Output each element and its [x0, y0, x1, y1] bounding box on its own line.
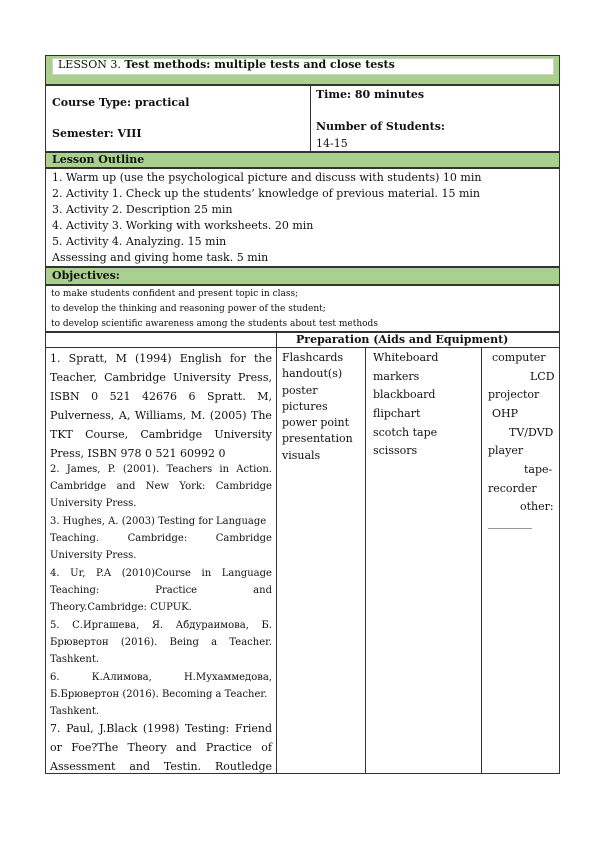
reference-word: 6. — [50, 672, 60, 683]
reference-line — [50, 703, 272, 720]
reference-word: (2010)Course — [121, 568, 191, 579]
course-type: Course Type: practical — [52, 96, 190, 109]
reference-word: Б. — [261, 620, 272, 631]
reference-word: and — [129, 760, 151, 773]
reference-line — [50, 738, 272, 757]
reference-word: and — [175, 741, 197, 754]
reference-word: Action. — [236, 464, 272, 475]
reference-word: Н.Мухаммедова, — [183, 672, 272, 683]
reference-word: Cambridge — [215, 481, 272, 492]
reference-word: P. — [107, 464, 116, 475]
reference-word: of — [261, 741, 272, 754]
reference-word: (2016). — [120, 637, 158, 648]
reference-line — [50, 461, 272, 478]
reference-word: 3. Hughes, A. (2003) Testing for Language — [50, 516, 267, 527]
reference-5 — [50, 617, 272, 668]
prep-item: power point — [282, 416, 350, 429]
reference-line — [50, 530, 272, 547]
reference-word: Teaching: — [50, 585, 100, 596]
reference-word: С.Иргашева, — [72, 620, 140, 631]
reference-line — [50, 425, 272, 444]
reference-line — [50, 406, 272, 425]
objectives-heading: Objectives: — [52, 269, 120, 282]
reference-line — [50, 651, 272, 668]
prep-item: tape- — [524, 463, 553, 476]
reference-word: Teaching. — [50, 533, 100, 544]
prep-item: recorder — [488, 482, 537, 495]
students-label: Number of Students: — [316, 120, 445, 133]
reference-word: Being — [169, 637, 199, 648]
reference-line — [50, 565, 272, 582]
prep-item: ________ — [488, 516, 532, 529]
reference-word: (2005) — [209, 409, 247, 422]
prep-item: scissors — [373, 444, 418, 457]
reference-word: Spratt. — [207, 390, 246, 403]
reference-line — [50, 634, 272, 651]
prep-item: Flashcards — [282, 351, 344, 364]
reference-line — [50, 719, 272, 738]
prep-item: presentation — [282, 432, 353, 445]
reference-word: Pulverness, — [50, 409, 115, 422]
reference-word: Theory.Cambridge: CUPUK. — [50, 602, 192, 613]
prep-item: scotch tape — [373, 426, 438, 439]
prep-item: player — [488, 444, 524, 457]
reference-word: Spratt, — [68, 352, 108, 365]
reference-1 — [50, 349, 272, 463]
prep-item: blackboard — [373, 388, 436, 401]
reference-line — [50, 478, 272, 495]
reference-line — [50, 387, 272, 406]
reference-word: and — [253, 585, 272, 596]
objective-item: to make students confident and present topic in class; — [51, 289, 299, 299]
reference-word: Foe?The — [71, 741, 119, 754]
reference-word: TKT — [50, 428, 73, 441]
prep-item: Whiteboard — [373, 351, 439, 364]
prep-item: LCD — [530, 370, 555, 383]
reference-word: University — [214, 428, 272, 441]
reference-word: Paul, — [66, 722, 94, 735]
reference-word: Teacher, — [50, 371, 97, 384]
reference-word: Practice — [155, 585, 198, 596]
objectives-heading-band — [45, 267, 560, 285]
reference-word: (2001). — [122, 464, 160, 475]
reference-word: Cambridge — [104, 371, 166, 384]
reference-word: Я. — [151, 620, 164, 631]
semester: Semester: VIII — [52, 127, 142, 140]
reference-word: and — [116, 481, 136, 492]
reference-word: James, — [66, 464, 101, 475]
lesson-title-text: Test methods: multiple tests and close tests — [124, 58, 395, 71]
reference-word: University Press. — [50, 550, 137, 561]
reference-word: Williams, — [134, 409, 187, 422]
students-value: 14-15 — [316, 137, 348, 150]
reference-word: P.A — [96, 568, 112, 579]
references-top-line — [45, 347, 276, 348]
reference-word: or — [50, 741, 62, 754]
reference-word: M, — [257, 390, 272, 403]
reference-word: Teachers — [166, 464, 213, 475]
reference-word: 0 — [91, 390, 99, 403]
reference-word: Theory — [127, 741, 167, 754]
reference-word: Cambridge — [140, 428, 203, 441]
reference-word: 6 — [188, 390, 196, 403]
reference-word: 2. — [50, 464, 60, 475]
outline-item: 1. Warm up (use the psychological picture and discuss with students) 10 min — [52, 171, 482, 184]
reference-word: Language — [221, 568, 272, 579]
reference-word: Абдураимова, — [175, 620, 249, 631]
reference-line — [50, 686, 272, 703]
reference-word: in — [219, 464, 230, 475]
reference-word: J.Black — [99, 722, 138, 735]
prep-item: TV/DVD — [509, 426, 554, 439]
reference-line — [50, 757, 272, 776]
reference-word: for — [229, 352, 246, 365]
reference-word: Cambridge — [50, 481, 107, 492]
reference-word: A, — [118, 409, 131, 422]
reference-word: Б.Брювертон (2016). Becoming a Teacher. — [50, 689, 268, 700]
reference-7 — [50, 719, 272, 776]
reference-word: Friend — [234, 722, 272, 735]
reference-word: Teacher. — [229, 637, 272, 648]
reference-word: Tashkent. — [50, 654, 100, 665]
info-divider — [310, 85, 311, 152]
objective-item: to develop the thinking and reasoning power of the student; — [51, 304, 326, 314]
reference-word: The — [251, 409, 272, 422]
reference-word: Routledge — [214, 760, 272, 773]
prep-item: markers — [373, 370, 420, 383]
reference-word: a — [211, 637, 218, 648]
reference-word: Testin. — [163, 760, 202, 773]
reference-word: 42676 — [142, 390, 178, 403]
reference-word: ISBN — [50, 390, 80, 403]
prep-item: visuals — [282, 449, 321, 462]
reference-word: Press, — [238, 371, 272, 384]
prep-item: other: — [520, 500, 554, 513]
lesson-title — [58, 58, 395, 71]
reference-word: 7. — [50, 722, 61, 735]
reference-word: Press, ISBN 978 0 521 60992 0 — [50, 447, 226, 460]
prep-item: handout(s) — [282, 367, 343, 380]
prep-item: projector — [488, 388, 540, 401]
reference-line — [50, 599, 272, 616]
reference-word: York: — [179, 481, 206, 492]
reference-word: (1998) — [142, 722, 180, 735]
preparation-heading: Preparation (Aids and Equipment) — [296, 333, 509, 346]
outline-item: 4. Activity 3. Working with worksheets. 20 min — [52, 219, 314, 232]
outline-item: 5. Activity 4. Analyzing. 15 min — [52, 235, 227, 248]
reference-3 — [50, 513, 272, 564]
reference-word: English — [179, 352, 222, 365]
lesson-prefix: LESSON 3. — [58, 58, 125, 71]
prep-item: pictures — [282, 400, 328, 413]
reference-word: Ur, — [70, 568, 86, 579]
reference-word: University — [173, 371, 231, 384]
reference-word: Assessment — [50, 760, 116, 773]
objective-item: to develop scientific awareness among the students about test methods — [51, 319, 378, 329]
reference-line — [50, 617, 272, 634]
reference-line — [50, 669, 272, 686]
reference-6 — [50, 669, 272, 720]
prep-item: flipchart — [373, 407, 421, 420]
reference-2 — [50, 461, 272, 512]
prep-item: OHP — [492, 407, 519, 420]
reference-word: the — [253, 352, 272, 365]
reference-word: M. — [190, 409, 206, 422]
outline-item: 3. Activity 2. Description 25 min — [52, 203, 233, 216]
prep-item: computer — [492, 351, 546, 364]
reference-word: К.Алимова, — [91, 672, 152, 683]
reference-word: New — [145, 481, 170, 492]
outline-item: 2. Activity 1. Check up the students’ knowledge of previous material. 15 min — [52, 187, 480, 200]
reference-word: in — [201, 568, 212, 579]
reference-word: M — [115, 352, 127, 365]
reference-line — [50, 349, 272, 368]
reference-word: Брювертон — [50, 637, 109, 648]
reference-word: 1. — [50, 352, 61, 365]
reference-word: Cambridge: — [127, 533, 188, 544]
outline-item: Assessing and giving home task. 5 min — [52, 251, 269, 264]
reference-word: Course, — [85, 428, 129, 441]
reference-word: 4. — [50, 568, 60, 579]
reference-4 — [50, 565, 272, 616]
reference-word: 5. — [50, 620, 60, 631]
reference-word: Tashkent. — [50, 706, 100, 717]
outline-heading: Lesson Outline — [52, 153, 145, 166]
reference-line — [50, 582, 272, 599]
reference-word: Testing: — [184, 722, 230, 735]
reference-word: Practice — [205, 741, 252, 754]
time-label: Time: 80 minutes — [316, 88, 425, 101]
reference-line — [50, 513, 272, 530]
reference-line — [50, 547, 272, 564]
prep-item: poster — [282, 384, 318, 397]
reference-word: (1994) — [135, 352, 172, 365]
reference-word: University Press. — [50, 498, 137, 509]
reference-word: 521 — [109, 390, 131, 403]
reference-word: Cambridge — [215, 533, 272, 544]
reference-line — [50, 368, 272, 387]
reference-line — [50, 495, 272, 512]
